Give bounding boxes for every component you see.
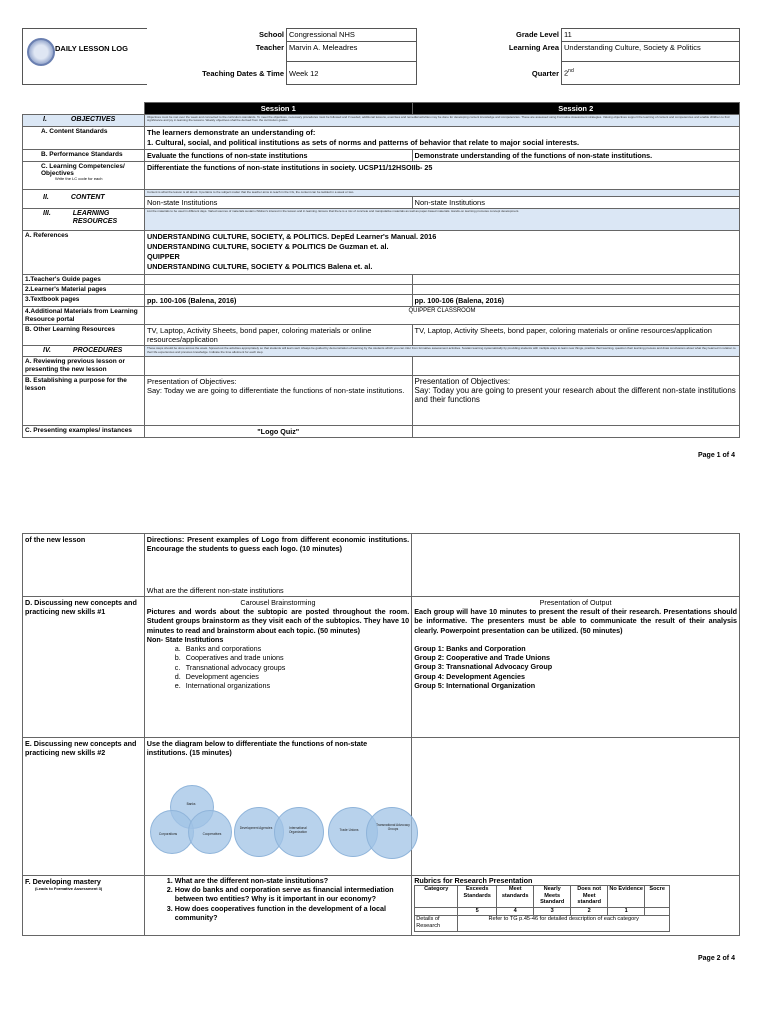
objectives-note: Objectives must be met over the week and connected to the curriculum standards. To meet the objectives, necessary procedures must be followed and if needed, additional lessons, exercises and remedial activities may be done for developing content knowledge and competencies. These are assessed using Formative Assessment strategies. Valuing objectives support the learning of content and competencies and enable children to find significance and joy in learning the lessons. Weekly objectives shall be derived from the curriculum guides. <box>144 115 739 127</box>
rubric-table <box>414 885 670 932</box>
venn-transnational-label: Transnational Advocacy Groups <box>376 823 410 831</box>
other-resources-s2: TV, Laptop, Activity Sheets, bond paper, coloring materials or online resources/application <box>412 325 739 346</box>
rubric-score: 5 <box>458 908 497 916</box>
group-4: Group 4: Development Agencies <box>414 671 525 681</box>
presentation-output-title: Presentation of Output <box>539 598 612 607</box>
other-resources-label: B. Other Learning Resources <box>23 325 145 346</box>
objectives-title: OBJECTIVES <box>70 116 116 123</box>
mastery-question-3: 3. How does cooperatives function in the development of a local community? <box>175 904 409 922</box>
venn-international-label: International Organization <box>288 826 308 834</box>
performance-s1: Evaluate the functions of non-state institutions <box>144 149 412 161</box>
references-label: A. References <box>23 230 145 274</box>
other-resources-s1: TV, Laptop, Activity Sheets, bond paper, coloring materials or online resources/application <box>144 325 412 346</box>
content-standards-line2: 1. Cultural, social, and political institutions as sets of norms and patterns of behavior that relate to major social interests. <box>146 137 580 147</box>
carousel-title: Carousel Brainstorming <box>240 598 316 607</box>
discussing-1-label: D. Discussing new concepts and practicing new skills #1 <box>23 597 145 738</box>
textbook-s1: pp. 100-106 (Balena, 2016) <box>144 295 412 307</box>
dates-value: Week 12 <box>287 62 417 85</box>
rubric-row-value: Refer to TG p.45-46 for detailed description of each category <box>458 916 670 932</box>
list-item: e. International organizations <box>174 680 271 690</box>
learning-resources-title: LEARNING RESOURCES <box>72 209 118 225</box>
venn-trade-unions-label: Trade Unions <box>339 828 359 832</box>
mastery-question-1: 1. What are the different non-state institutions? <box>175 876 409 885</box>
content-note: Content is what the lesson is all about. It pertains to the subject matter that the teacher aims to teach in the CG, the content can be tackled in a week or two. <box>144 189 739 196</box>
page-number-1: Page 1 of 4 <box>698 452 735 459</box>
procedures-note: These steps should be done across the week. Spread out the activities appropriately so that students will learn well. Always be guided by demonstration of learning by the students which you can infer from formative assessment activities. Sustain learning systematically by providing students with multiple ways to learn new things, practice their learning, question their learning process and draw conclusions about what they learned in relation to their life experiences and previous knowledge. Indicate the time allotment for each step. <box>144 346 739 357</box>
list-item: b. Cooperatives and trade unions <box>174 653 284 663</box>
reference-2: UNDERSTANDING CULTURE, SOCIETY & POLITICS De Guzman et. al. <box>146 241 389 251</box>
non-state-list-title: Non- State Institutions <box>146 634 224 644</box>
procedures-title: PROCEDURES <box>72 347 123 355</box>
examples-label: C. Presenting examples/ instances <box>23 426 145 438</box>
rubric-score: 1 <box>608 908 645 916</box>
discussing-2-label: E. Discussing new concepts and practicing new skills #2 <box>23 738 145 876</box>
teacher-label: Teacher <box>255 42 284 52</box>
rubric-title: Rubrics for Research Presentation <box>414 876 533 885</box>
content-s1: Non-state Institutions <box>144 196 412 208</box>
group-5: Group 5: International Organization <box>414 680 536 690</box>
reference-1: UNDERSTANDING CULTURE, SOCIETY, & POLITICS. DepEd Learner's Manual. 2016 <box>146 231 437 241</box>
competencies-value: Differentiate the functions of non-state institutions in society. UCSP11/12HSOIIb- 25 <box>144 161 739 189</box>
additional-materials-label: 4.Additional Materials from Learning Resource portal <box>23 307 145 325</box>
learners-material-label: 2.Learner's Material pages <box>23 284 145 294</box>
reference-4: UNDERSTANDING CULTURE, SOCIETY & POLITICS Balena et. al. <box>146 261 373 271</box>
developing-mastery-label: F. Developing mastery <box>25 877 101 886</box>
carousel-body: Pictures and words about the subtopic are posted throughout the room. Student groups brainstorm as they visit each of the subtopics. They have 10 minutes to read and brainstorm about each topic. (50 minutes) <box>146 607 410 635</box>
textbook-s2: pp. 100-106 (Balena, 2016) <box>412 295 739 307</box>
content-standards-line1: The learners demonstrate an understanding of: <box>146 128 316 137</box>
venn-diagram-agencies <box>234 807 324 855</box>
page-number-2: Page 2 of 4 <box>698 955 735 962</box>
rubric-score: 3 <box>534 908 571 916</box>
rubric-header: Meet standards <box>497 886 534 908</box>
area-value: Understanding Culture, Society & Politics <box>562 42 740 62</box>
performance-standards-label: B. Performance Standards <box>23 149 145 161</box>
non-state-question: What are the different non-state institutions <box>146 585 284 595</box>
examples-s1: "Logo Quiz" <box>144 426 412 438</box>
rubric-header: Does not Meet standard <box>571 886 608 908</box>
group-1: Group 1: Banks and Corporation <box>414 643 526 653</box>
additional-materials-value: QUIPPER CLASSROOM <box>144 307 739 325</box>
rubric-score: 4 <box>497 908 534 916</box>
log-title: DAILY LESSON LOG <box>55 44 128 53</box>
developing-mastery-sub: (Leads to Formative Assessment 3) <box>35 886 103 892</box>
logo-directions: Directions: Present examples of Logo from different economic institutions. Encourage the students to guess each logo. (10 minutes) <box>146 535 410 554</box>
purpose-s2-title: Presentation of Objectives: <box>414 377 511 387</box>
grade-value: 11 <box>562 29 740 42</box>
rubric-score <box>645 908 670 916</box>
review-label: A. Reviewing previous lesson or presenting the new lesson <box>23 357 145 376</box>
teacher-value: Marvin A. Meleadres <box>287 42 417 62</box>
rubric-header: No Evidence <box>608 886 645 908</box>
lesson-table-page2 <box>22 533 740 936</box>
area-label: Learning Area <box>508 42 559 52</box>
session-2-header: Session 2 <box>412 103 739 115</box>
content-s2: Non-state Institutions <box>412 196 739 208</box>
mastery-question-2: 2. How do banks and corporation serve as financial intermediation between two entities? Why is it important in our economy? <box>175 885 409 903</box>
non-state-list <box>147 644 409 690</box>
purpose-s1-title: Presentation of Objectives: <box>146 377 237 387</box>
competencies-sub: Write the LC code for each <box>55 176 103 182</box>
rubric-row-label: Details of Research <box>415 916 458 932</box>
purpose-s2-body: Say: Today you are going to present your research about the different non-state institutions and their functions <box>414 386 736 405</box>
venn-cooperatives-label: Cooperatives <box>202 832 222 836</box>
reference-3: QUIPPER <box>146 251 180 261</box>
rubric-header: Socre <box>645 886 670 908</box>
grade-label: Grade Level <box>516 29 559 39</box>
list-item: d. Development agencies <box>174 671 259 681</box>
list-item: a. Banks and corporations <box>174 644 262 654</box>
venn-banks-label: Banks <box>186 802 196 806</box>
purpose-s1-body: Say: Today we are going to differentiate the functions of non-state institutions. <box>146 386 405 396</box>
rubric-header: Category <box>415 886 458 908</box>
competencies-label: C. Learning Competencies/ Objectives <box>41 162 125 177</box>
purpose-label: B. Establishing a purpose for the lesson <box>23 376 145 426</box>
session-1-header: Session 1 <box>144 103 412 115</box>
venn-development-label: Development Agencies <box>239 826 273 830</box>
performance-s2: Demonstrate understanding of the functions of non-state institutions. <box>412 149 739 161</box>
learning-resources-note: List the materials to be used in different days. Varied sources of materials sustain children's interest in the lesson and in learning. Ensure that there is a mix of concrete and manipulative materials as well as paper-based materials. Hands-on learning promotes concept development. <box>144 208 739 230</box>
rubric-header: Exceeds Standards <box>458 886 497 908</box>
lesson-table-page1: Session 1 Session 2 I. OBJECTIVES Objectives must be met over the week and connected to the curriculum standards. To meet the objectives, necessary procedures must be followed and if needed, additional lessons, exercises and remedial activities may be done for developing content knowledge and competencies. These are assessed using Formative Assessment strategies. Valuing objectives support the learning of content and competencies and enable children to find significance and joy in learning the lessons. Weekly objectives shall be derived from the curriculum guides. A. Content Standards The learners demonstrate an understanding of: 1. Cultural, social, and political institutions as sets of norms and patterns of behavior that relate to major social interests. B. Performance Standards Evaluate the functions of non-state institutions Demonstrate understanding of the functions of non-state institutions. C. Learning Competencies/ Objectives Write the LC code for each Differentiate the functions of non-state institutions in society. UCSP11/12HSOIIb- 25 II. CONTENT Content is what the lesson is all about. It pertains to the subject matter that the teacher aims to teach in the CG, the content can be tackled in a week or two. Non-state Institutions Non-state Institutions III. LEARNING RESOURCES List the materials to be used in different days. Varied sources of materials sustain children's interest in the lesson and in learning. Ensure that there is a mix of concrete and manipulative materials as well as paper-based materials. Hands-on learning promotes concept development. A. References UNDERSTANDING CULTURE, SOCIETY, & POLITICS. DepEd Learner's Manual. 2016 UNDERSTANDING CULTURE, SOCIETY & POLITICS De Guzman et. al. QUIPPER UNDERSTANDING CULTURE, SOCIETY & POLITICS Balena et. al. 1.Teacher's Guide pages 2.Learner's Material pages 3.Textbook pages pp. 100-106 (Balena, 2016) pp. 100-106 (Balena, 2016) 4.Additional Materials from Learning Resource portal QUIPPER CLASSROOM B. Other Learning Resources TV, Laptop, Activity Sheets, bond paper, coloring materials or online resources/application TV, Laptop, Activity Sheets, bond paper, coloring materials or online resources/application IV. PROCEDURES These steps should be done across the week. Spread out the activities appropriately so that students will learn well. Always be guided by demonstration of learning by the students which you can infer from formative assessment activities. Sustain learning systematically by providing students with multiple ways to learn new things, practice their learning, question their learning process and draw conclusions about what they learned in relation to their life experiences and previous knowledge. Indicate the time allotment for each step. A. Reviewing previous lesson or presenting the new lesson B. Establishing a purpose for the lesson Presentation of Objectives: Say: Today we are going to differentiate the functions of non-state institutions. Presentation of Objectives: Say: Today you are going to present your research about the different non-state institutions and their functions C. Presenting examples/ instances "Logo Quiz" <box>22 102 740 438</box>
quarter-value: 2nd <box>562 62 740 85</box>
diagram-instructions: Use the diagram below to differentiate the functions of non-state institutions. (15 minutes) <box>146 739 368 758</box>
new-lesson-label: of the new lesson <box>23 534 145 597</box>
header-table <box>22 28 740 85</box>
group-2: Group 2: Cooperative and Trade Unions <box>414 653 550 663</box>
quarter-label: Quarter <box>531 68 559 78</box>
content-title: CONTENT <box>70 194 105 202</box>
teachers-guide-label: 1.Teacher's Guide pages <box>23 274 145 284</box>
rubric-score: 2 <box>571 908 608 916</box>
rubric-score <box>415 908 458 916</box>
venn-corporations-label: Corporations <box>158 832 178 836</box>
dates-label: Teaching Dates & Time <box>202 68 284 78</box>
venn-diagram-banks <box>150 785 230 855</box>
textbook-label: 3.Textbook pages <box>23 295 145 307</box>
list-item: c. Transnational advocacy groups <box>174 662 286 672</box>
content-standards-label: A. Content Standards <box>23 127 145 150</box>
group-3: Group 3: Transnational Advocacy Group <box>414 662 553 672</box>
school-value: Congressional NHS <box>287 29 417 42</box>
rubric-header: Nearly Meets Standard <box>534 886 571 908</box>
school-label: School <box>258 29 284 39</box>
venn-diagram-unions <box>328 807 418 855</box>
presentation-output-body: Each group will have 10 minutes to present the result of their research. Presentations should be informative. The presenters must be able to communicate the result of their analysis clearly. Powerpoint presentation can be utilized. (50 minutes) <box>414 607 737 635</box>
